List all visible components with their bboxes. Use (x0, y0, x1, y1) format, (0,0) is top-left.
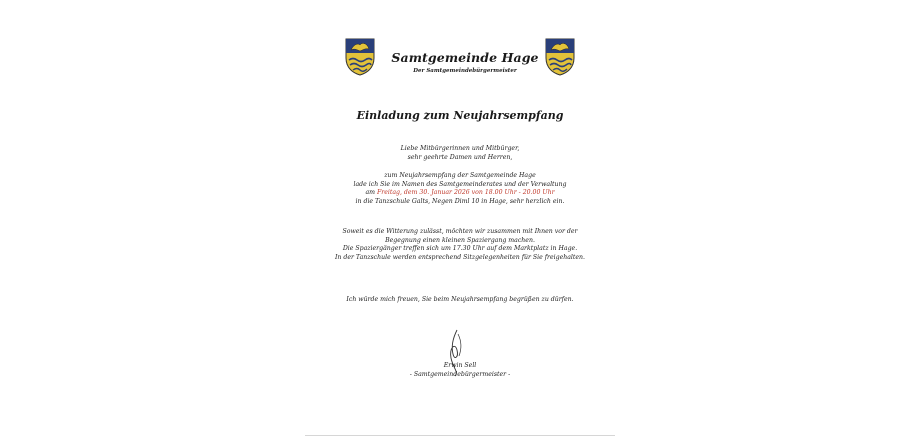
invitation-line: zum Neujahrsempfang der Samtgemeinde Hage (384, 172, 536, 179)
invitation-paragraph (310, 172, 610, 206)
walk-line: Begegnung einen kleinen Spaziergang machen. (385, 236, 535, 244)
invitation-date-line (310, 189, 610, 198)
walk-line: Soweit es die Witterung zulässt, möchten wir zusammen mit Ihnen vor der (342, 228, 578, 235)
walk-line: Die Spaziergänger treffen sich um 17.30 Uhr auf dem Marktplatz in Hage. (342, 245, 578, 252)
coat-of-arms-icon (345, 38, 375, 76)
signer-name: Erwin Sell (443, 362, 477, 369)
salutation (310, 145, 610, 162)
coat-of-arms-icon (545, 38, 575, 76)
date-prefix: am (365, 189, 377, 196)
municipality-name: Samtgemeinde Hage (391, 50, 539, 65)
invitation-line: lade ich Sie im Namen des Samtgemeinderates und der Verwaltung (353, 180, 567, 188)
walk-paragraph (310, 228, 610, 262)
invitation-line: in die Tanzschule Galts, Negen Diml 10 in Hage, sehr herzlich ein. (355, 197, 565, 205)
salutation-line: Liebe Mitbürgerinnen und Mitbürger, (400, 145, 520, 152)
event-date: Freitag, dem 30. Januar 2026 von 18.00 Uhr - 20.00 Uhr (376, 189, 555, 196)
document-title: Einladung zum Neujahrsempfang (356, 109, 564, 122)
signer-role: - Samtgemeindebürgermeister - (409, 371, 511, 378)
closing-sentence (310, 296, 610, 305)
walk-line: In der Tanzschule werden entsprechend Sitzgelegenheiten für Sie freigehalten. (334, 253, 586, 261)
salutation-line: sehr geehrte Damen und Herren, (407, 153, 513, 161)
closing-line: Ich würde mich freuen, Sie beim Neujahrsempfang begrüßen zu dürfen. (346, 296, 574, 303)
municipality-subtitle: Der Samtgemeindebürgermeister (413, 68, 517, 74)
page-edge-divider (305, 435, 615, 436)
